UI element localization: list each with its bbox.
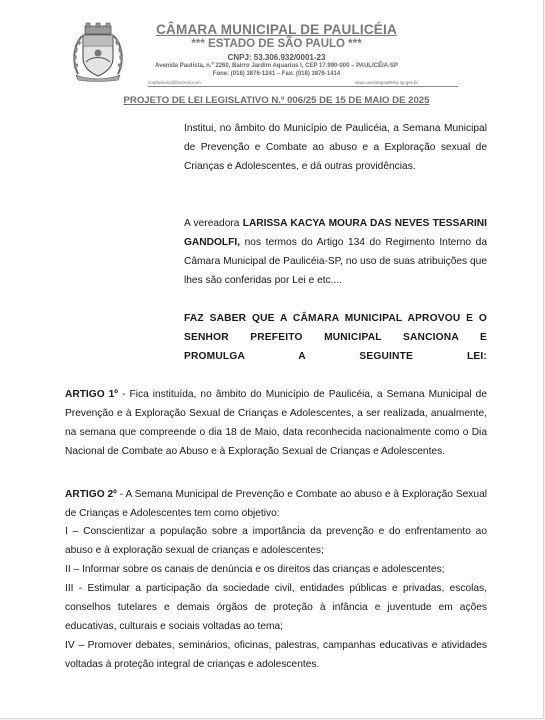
letterhead (0, 0, 543, 92)
article-1-text: - Fica instituída, no âmbito do Município de Paulicéia, a Semana Municipal de Prevenção e à Exploração Sexual de Crianças e Adolescentes, a ser realizada, anualmente, na semana que compreende o dia 18 de Maio, data reconhecida nacionalmente como o Dia Nacional de Combate ao Abuso e à Exploração Sexual de Crianças e Adolescentes. (65, 389, 488, 457)
municipal-coat-of-arms-icon (70, 22, 126, 82)
website-text: www.camarapaulicéia.sp.gov.br (355, 80, 418, 85)
article-2-text: - A Semana Municipal de Prevenção e Combate ao abuso e à Exploração Sexual de Crianças e Adolescentes tem como objetivo: (65, 489, 487, 519)
state-line: *** ESTADO DE SÃO PAULO *** (191, 38, 362, 50)
list-item: IV – Promover debates, seminários, oficinas, palestras, campanhas educativas e atividades voltadas à proteção integral de crianças e adolescentes. (65, 640, 487, 670)
article-1-label: ARTIGO 1º (65, 389, 119, 400)
enactment-line: PROMULGA A SEGUINTE LEI: (184, 351, 487, 362)
article-2 (65, 485, 487, 523)
cnpj-line: CNPJ: 53.306.932/0001-23 (227, 53, 326, 62)
list-item: I – Conscientizar a população sobre a importância da prevenção e do enfrentamento ao abuso e à exploração sexual de crianças e adolescentes; (65, 526, 487, 556)
preamble-lead: A vereadora (184, 218, 243, 229)
institution-name: CÂMARA MUNICIPAL DE PAULICÉIA (156, 22, 397, 37)
ementa-paragraph: Institui, no âmbito do Município de Paulicéia, a Semana Municipal de Prevenção e Combate ao abuso e a Exploração sexual de Crianças e Adolescentes, e dá outras providências. (184, 123, 487, 172)
header-divider (148, 86, 458, 87)
article-2-label: ARTIGO 2º (65, 489, 117, 500)
article-1 (65, 385, 487, 461)
author-name: LARISSA KACYA MOURA DAS NEVES TESSARINI GANDOLFI, (184, 218, 487, 248)
email-text: cmpaulicéia@hotmail.com (148, 80, 201, 85)
preamble-paragraph (184, 214, 487, 290)
phone-line: Fone: (018) 3876-1241 – Fax: (018) 3876-1414 (212, 71, 341, 77)
list-item: II – Informar sobre os canais de denúncia e os direitos das crianças e adolescentes; (65, 564, 445, 575)
enactment-line: FAZ SABER QUE A CÂMARA MUNICIPAL APROVOU E O SENHOR PREFEITO MUNICIPAL SANCIONA E (184, 313, 487, 343)
address-line: Avenida Paulista, n.º 2260, Bairro Jardim Aquarius I, CEP 17.990-000 – PAULICÉIA-SP (155, 63, 398, 69)
bill-title: PROJETO DE LEI LEGISLATIVO N.º 006/25 DE 15 DE MAIO DE 2025 (123, 95, 430, 106)
preamble-rest: nos termos do Artigo 134 do Regimento Interno da Câmara Municipal de Paulicéia-SP, no uso de suas atribuições que lhes são conferidas por Lei e etc.... (184, 237, 487, 286)
list-item: III - Estimular a participação da sociedade civil, entidades públicas e privadas, escolas, conselhos tutelares e demais órgãos de proteção à infância e juventude em ações educativas, culturais e sociais voltadas ao tema; (65, 583, 487, 632)
enactment-clause (184, 309, 487, 366)
